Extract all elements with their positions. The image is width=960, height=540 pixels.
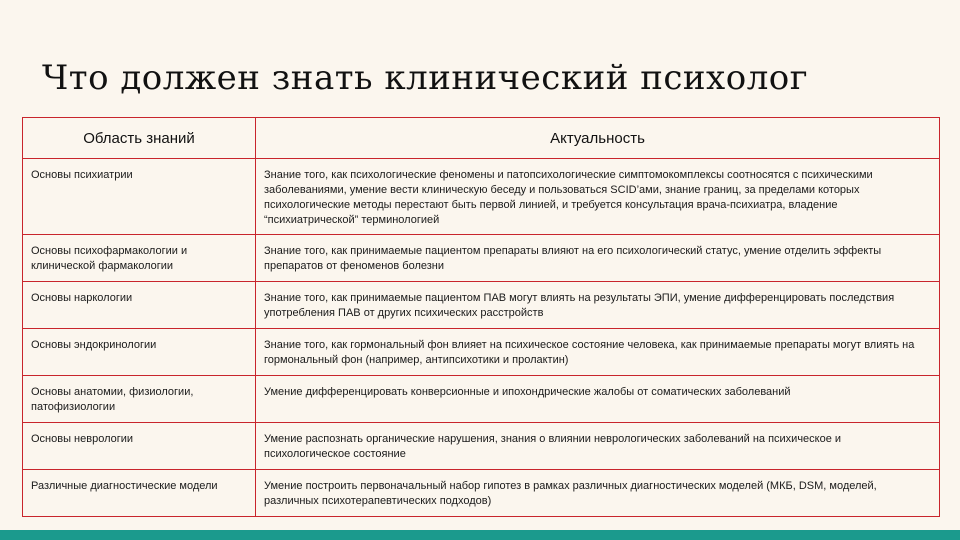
cell-area: Различные диагностические модели [23, 470, 256, 517]
table-row [23, 423, 940, 470]
cell-relevance: Умение дифференцировать конверсионные и ипохондрические жалобы от соматических заболеваний [256, 376, 940, 423]
slide-title: Что должен знать клинический психолог [42, 58, 809, 98]
cell-area: Основы анатомии, физиологии, патофизиологии [23, 376, 256, 423]
table-row [23, 329, 940, 376]
cell-relevance: Знание того, как принимаемые пациентом препараты влияют на его психологический статус, умение отделить эффекты препаратов от феноменов болезни [256, 235, 940, 282]
cell-area: Основы неврологии [23, 423, 256, 470]
cell-relevance: Знание того, как гормональный фон влияет на психическое состояние человека, как принимаемые препараты могут влиять на гормональный фон (например, антипсихотики и пролактин) [256, 329, 940, 376]
table-row [23, 282, 940, 329]
cell-area: Основы наркологии [23, 282, 256, 329]
cell-relevance: Знание того, как принимаемые пациентом ПАВ могут влиять на результаты ЭПИ, умение дифференцировать последствия употребления ПАВ от других психических расстройств [256, 282, 940, 329]
cell-relevance: Умение распознать органические нарушения, знания о влиянии неврологических заболеваний на психическое и психологическое состояние [256, 423, 940, 470]
cell-relevance: Умение построить первоначальный набор гипотез в рамках различных диагностических моделей (МКБ, DSM, моделей, различных психотерапевтических подходов) [256, 470, 940, 517]
cell-relevance: Знание того, как психологические феномены и патопсихологические симптомокомплексы соотносятся с психическими заболеваниями, умение вести клиническую беседу и пользоваться SCID’ами, знание границ, за пределами которых психологические методы перестают быть первой линией, и требуется консультация врача-психиатра, владение “психиатрической” терминологией [256, 159, 940, 235]
table-header-row [23, 118, 940, 159]
cell-area: Основы психофармакологии и клинической фармакологии [23, 235, 256, 282]
accent-bar [0, 530, 960, 540]
cell-area: Основы эндокринологии [23, 329, 256, 376]
header-relevance: Актуальность [256, 118, 940, 159]
knowledge-table [22, 117, 940, 517]
header-knowledge-area: Область знаний [23, 118, 256, 159]
table-row [23, 235, 940, 282]
table-row [23, 159, 940, 235]
table-row [23, 470, 940, 517]
knowledge-table-container [22, 117, 939, 517]
table-row [23, 376, 940, 423]
cell-area: Основы психиатрии [23, 159, 256, 235]
